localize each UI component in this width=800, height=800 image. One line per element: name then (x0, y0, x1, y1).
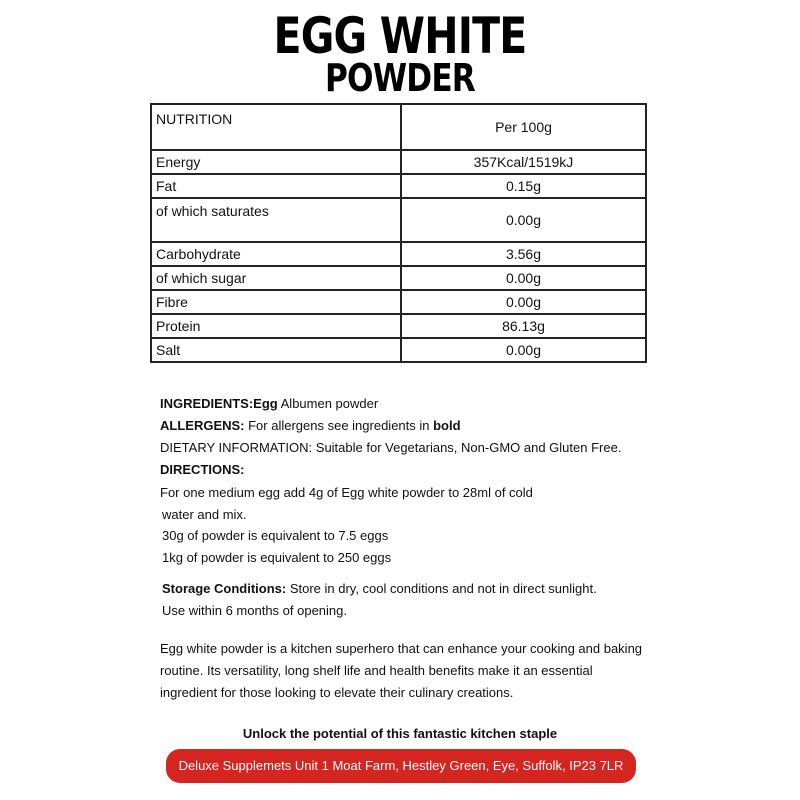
product-description (160, 638, 680, 704)
nutrition-header-label: NUTRITION (151, 104, 401, 150)
nutrition-row (151, 290, 646, 314)
nutrition-value: 0.00g (401, 198, 646, 242)
nutrition-row (151, 150, 646, 174)
nutrition-row (151, 174, 646, 198)
ingredients-line (160, 396, 378, 411)
description-line: Egg white powder is a kitchen superhero that can enhance your cooking and baking (160, 641, 643, 656)
nutrition-value: 86.13g (401, 314, 646, 338)
nutrition-label: Energy (151, 150, 401, 174)
nutrition-label: Fat (151, 174, 401, 198)
nutrition-row (151, 242, 646, 266)
nutrition-value: 0.00g (401, 290, 646, 314)
directions-line: 30g of powder is equivalent to 7.5 eggs (162, 528, 389, 543)
nutrition-value: 0.00g (401, 266, 646, 290)
nutrition-label: Carbohydrate (151, 242, 401, 266)
product-title: EGG WHITE (273, 7, 527, 65)
nutrition-value: 3.56g (401, 242, 646, 266)
nutrition-label: Protein (151, 314, 401, 338)
nutrition-row (151, 198, 646, 242)
directions-label: DIRECTIONS: (160, 462, 245, 477)
allergens-line (160, 418, 461, 433)
nutrition-label: of which sugar (151, 266, 401, 290)
storage-line (162, 581, 597, 596)
nutrition-header-value: Per 100g (401, 104, 646, 150)
dietary-information: DIETARY INFORMATION: Suitable for Vegetarians, Non-GMO and Gluten Free. (160, 440, 622, 455)
nutrition-label: Fibre (151, 290, 401, 314)
allergens-label: ALLERGENS: (160, 418, 245, 433)
nutrition-table (150, 103, 647, 363)
nutrition-row (151, 338, 646, 362)
ingredients-label: INGREDIENTS: (160, 396, 254, 411)
ingredients-text: Albumen powder (277, 396, 379, 411)
storage-text: Store in dry, cool conditions and not in direct sunlight. (286, 581, 597, 596)
ingredients-allergen-item: Egg (253, 396, 278, 411)
call-to-action: Unlock the potential of this fantastic kitchen staple (242, 726, 558, 741)
product-subtitle: POWDER (325, 56, 475, 100)
nutrition-value: 0.00g (401, 338, 646, 362)
nutrition-value: 0.15g (401, 174, 646, 198)
description-line: routine. Its versatility, long shelf life and health benefits make it an essential (160, 663, 593, 678)
directions-line: For one medium egg add 4g of Egg white powder to 28ml of cold (160, 485, 533, 500)
allergens-text: For allergens see ingredients in (244, 418, 434, 433)
nutrition-row (151, 266, 646, 290)
storage-usage-line: Use within 6 months of opening. (162, 603, 347, 618)
storage-label: Storage Conditions: (162, 581, 287, 596)
nutrition-row (151, 314, 646, 338)
directions-line: water and mix. (162, 507, 247, 522)
nutrition-value: 357Kcal/1519kJ (401, 150, 646, 174)
description-line: ingredient for those looking to elevate their culinary creations. (160, 685, 514, 700)
allergens-bold-word: bold (433, 418, 461, 433)
nutrition-label: of which saturates (151, 198, 401, 242)
nutrition-label: Salt (151, 338, 401, 362)
company-address-banner: Deluxe Supplemets Unit 1 Moat Farm, Hestley Green, Eye, Suffolk, IP23 7LR (166, 749, 636, 783)
nutrition-header-row (151, 104, 646, 150)
directions-line: 1kg of powder is equivalent to 250 eggs (162, 550, 392, 565)
